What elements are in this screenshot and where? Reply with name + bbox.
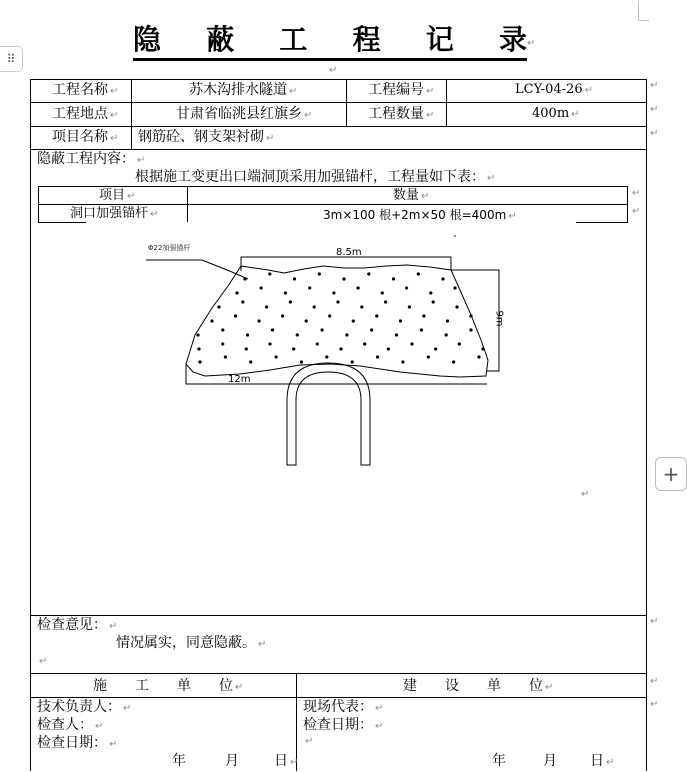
anchor-dot (313, 305, 316, 308)
anchor-dot (217, 305, 220, 308)
anchor-dot (265, 305, 268, 308)
anchor-dot (453, 286, 456, 289)
project-number-value: LCY-04-26 ↵ (515, 82, 593, 97)
anchor-dot (293, 277, 296, 280)
inspection-opinion: 情况属实，同意隐蔽。 ↵ (116, 635, 267, 651)
anchor-dot (395, 333, 398, 336)
qty-table-cell-quantity: 3m×100 根+2m×50 根=400m ↵ (323, 208, 517, 222)
anchor-dot (387, 347, 390, 350)
anchor-dot (363, 342, 366, 345)
anchor-dot (289, 300, 292, 303)
anchor-dot (328, 314, 331, 317)
anchor-dot (434, 347, 437, 350)
row-end-mark: ↵ (650, 699, 659, 710)
anchor-dot (339, 347, 342, 350)
paragraph-mark: ↵ (329, 65, 338, 76)
row-end-mark: ↵ (650, 128, 659, 139)
date-year-right: 年 (492, 753, 506, 769)
anchor-dot (235, 291, 238, 294)
anchor-dot (446, 319, 449, 322)
anchor-dot (401, 360, 404, 363)
inspection-heading: 检查意见： ↵ (37, 617, 118, 633)
row-end-mark: ↵ (632, 206, 641, 217)
title-char: 蔽 (206, 23, 235, 56)
anchor-dot (246, 333, 249, 336)
anchor-dot (405, 286, 408, 289)
row-end-mark: ↵ (632, 188, 641, 199)
anchor-dot (376, 355, 379, 358)
title-char: 工 (279, 23, 308, 56)
dimension-label-right: 9m (493, 310, 505, 327)
paragraph-mark: ↵ (39, 656, 48, 667)
tunnel-arch-outer (287, 363, 370, 465)
content-intro: 根据施工变更出口端洞顶采用加强锚杆，工程量如下表： ↵ (135, 169, 496, 185)
project-number-label: 工程编号 ↵ (368, 82, 435, 98)
date-day-left: 日 ↵ (274, 753, 299, 769)
date-year-left: 年 (172, 753, 186, 769)
anchor-dot (429, 291, 432, 294)
anchor-dot (469, 314, 472, 317)
technical-lead-field: 技术负责人： ↵ (37, 699, 132, 715)
anchor-dot (381, 291, 384, 294)
anchor-dot (351, 360, 354, 363)
anchor-dot (441, 277, 444, 280)
title-char: 隐 (133, 23, 162, 56)
anchor-dot (258, 319, 261, 322)
project-quantity-label: 工程数量 ↵ (368, 106, 435, 122)
anchor-dot (268, 342, 271, 345)
anchor-dot (399, 319, 402, 322)
anchor-dot (210, 319, 213, 322)
anchor-dot (296, 333, 299, 336)
anchor-dot (292, 347, 295, 350)
paragraph-mark: ↵ (581, 489, 590, 500)
anchor-dot (316, 342, 319, 345)
anchor-dot (245, 347, 248, 350)
anchor-dot (458, 342, 461, 345)
anchor-dot (408, 305, 411, 308)
dimension-line-top (241, 257, 451, 271)
anchor-dot (198, 360, 201, 363)
anchor-dot (477, 355, 480, 358)
anchor-dot (197, 347, 200, 350)
anchor-dot (325, 355, 328, 358)
date-month-left: 月 (225, 753, 239, 769)
item-name-value: 钢筋砼、钢支架衬砌 ↵ (138, 129, 275, 145)
anchor-callout-label: Φ22加强锚杆 (148, 244, 191, 252)
callout-leader (146, 260, 248, 279)
plus-icon: + (662, 462, 680, 486)
anchor-dot (318, 272, 321, 275)
dimension-label-bottom: 12m (228, 374, 251, 385)
project-name-label: 工程名称 ↵ (52, 82, 119, 98)
project-name-value: 苏木沟排水隧道 ↵ (189, 82, 298, 98)
row-end-mark: ↵ (650, 80, 659, 91)
anchor-dot (241, 300, 244, 303)
inspector-field: 检查人： ↵ (37, 717, 104, 733)
anchor-dot (268, 272, 271, 275)
anchor-dot (417, 272, 420, 275)
anchor-dot (357, 286, 360, 289)
anchor-dot (432, 300, 435, 303)
anchor-dot (445, 333, 448, 336)
anchor-dot (234, 314, 237, 317)
row-end-mark: ↵ (650, 616, 659, 627)
row-end-mark: ↵ (650, 676, 659, 687)
inspection-date-field-left: 检查日期： ↵ (37, 735, 118, 751)
anchor-dot (308, 286, 311, 289)
anchor-dot (342, 277, 345, 280)
project-quantity-value: 400m ↵ (532, 106, 580, 121)
anchor-dot (452, 360, 455, 363)
anchor-dot (284, 291, 287, 294)
grip-icon: ⠿ (6, 52, 16, 66)
anchor-dot (384, 300, 387, 303)
inspection-date-field-right: 检查日期： ↵ (303, 717, 384, 733)
paragraph-mark: ↵ (527, 38, 536, 49)
anchor-dot (367, 272, 370, 275)
dimension-label-top: 8.5m (336, 247, 362, 258)
anchor-zone-outline (186, 265, 488, 377)
anchor-dot (410, 342, 413, 345)
date-day-right: 日 ↵ (590, 753, 615, 769)
project-location-label: 工程地点 ↵ (52, 106, 119, 122)
anchor-dot (427, 355, 430, 358)
qty-table-header-item: 项目 ↵ (99, 188, 136, 203)
anchor-dot (300, 360, 303, 363)
construction-unit-title: 施 工 单 位 ↵ (93, 678, 244, 694)
anchor-dot (196, 333, 199, 336)
project-location-value: 甘肃省临洮县红旗乡 ↵ (176, 106, 313, 122)
anchor-dot (420, 328, 423, 331)
qty-table-cell-item: 洞口加强锚杆 ↵ (70, 206, 159, 221)
anchor-dot (221, 342, 224, 345)
anchor-dot (392, 277, 395, 280)
site-representative-field: 现场代表： ↵ (303, 699, 384, 715)
client-unit-title: 建 设 单 位 ↵ (403, 678, 554, 694)
add-block-button[interactable] (655, 457, 687, 491)
anchor-dot (221, 328, 224, 331)
anchor-dot (271, 328, 274, 331)
title-char: 程 (352, 23, 381, 56)
content-heading: 隐蔽工程内容： ↵ (37, 151, 146, 167)
anchor-dot (455, 305, 458, 308)
anchor-dot (360, 305, 363, 308)
anchor-dot (422, 314, 425, 317)
title-char: 记 (425, 23, 454, 56)
row-end-mark: ↵ (650, 104, 659, 115)
anchor-dot (481, 347, 484, 350)
anchor-dot (224, 355, 227, 358)
anchor-dot (332, 291, 335, 294)
anchor-dot (281, 314, 284, 317)
anchor-dot (352, 319, 355, 322)
anchor-dot (321, 328, 324, 331)
item-name-label: 项目名称 ↵ (52, 129, 119, 145)
anchor-dot (249, 360, 252, 363)
anchor-dot (275, 355, 278, 358)
qty-table-header-quantity: 数量 ↵ (393, 188, 430, 203)
anchor-dot (469, 328, 472, 331)
anchor-dot (345, 333, 348, 336)
anchor-dot (243, 277, 246, 280)
title-char: 录 (498, 23, 527, 56)
anchor-dot (260, 286, 263, 289)
anchor-dot (370, 328, 373, 331)
anchor-dot (336, 300, 339, 303)
date-month-right: 月 (543, 753, 557, 769)
anchor-dot (305, 319, 308, 322)
anchor-dot (375, 314, 378, 317)
paragraph-mark: ↵ (305, 736, 314, 747)
